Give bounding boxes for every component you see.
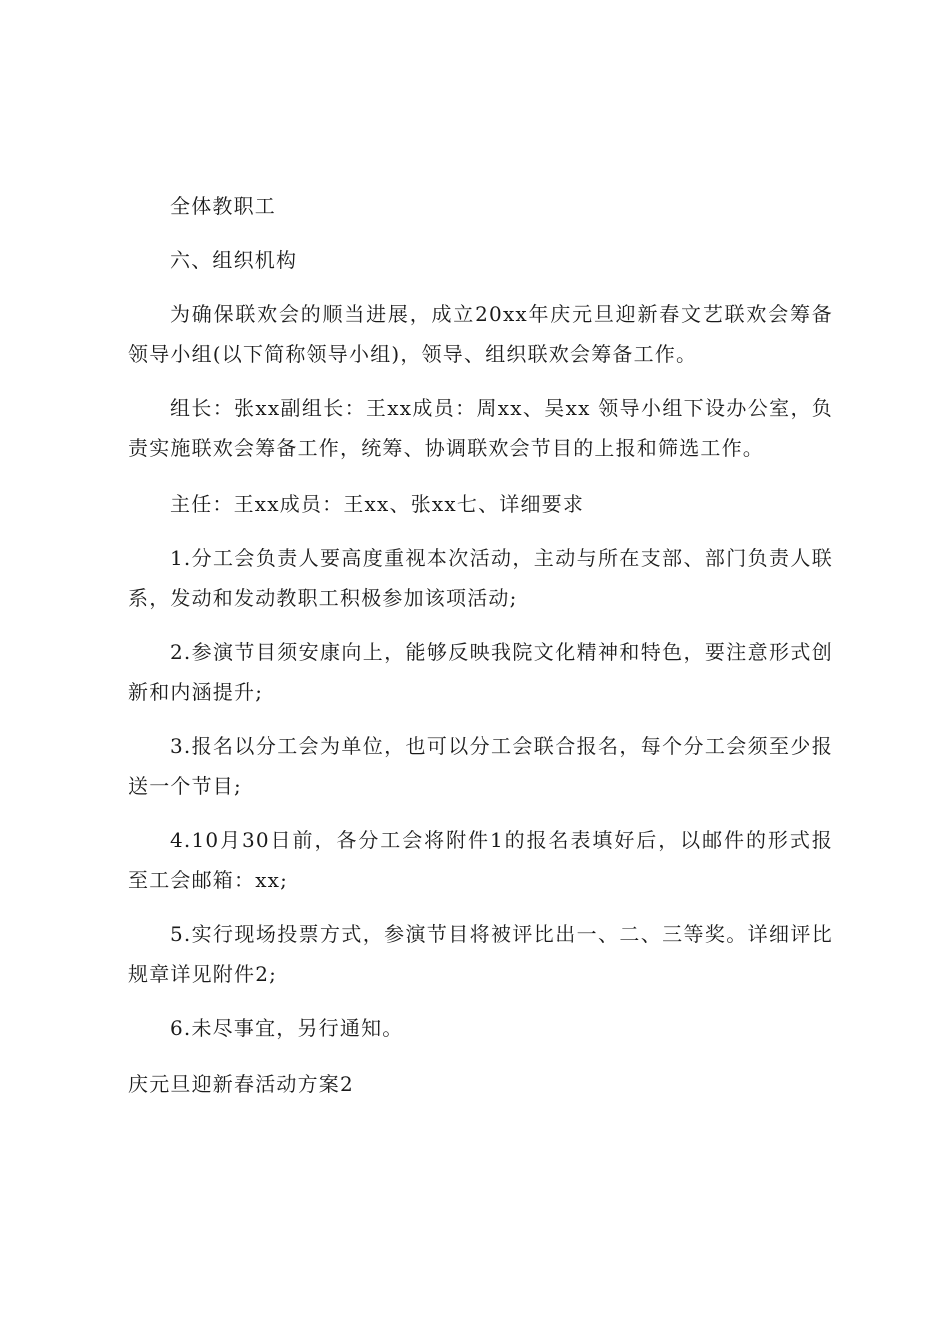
- document-body: [128, 186, 833, 1104]
- requirement-item-5: 5.实行现场投票方式，参演节目将被评比出一、二、三等奖。详细评比规章详见附件2;: [128, 922, 833, 986]
- next-section-title: 庆元旦迎新春活动方案2: [128, 1072, 354, 1096]
- paragraph-audience: 全体教职工: [170, 194, 276, 218]
- paragraph-office-members: 主任：王xx成员：王xx、张xx七、详细要求: [170, 492, 585, 516]
- paragraph-organization-intro: 为确保联欢会的顺当进展，成立20xx年庆元旦迎新春文艺联欢会筹备领导小组(以下简称领导小组)，领导、组织联欢会筹备工作。: [128, 302, 833, 366]
- requirement-item-2: 2.参演节目须安康向上，能够反映我院文化精神和特色，要注意形式创新和内涵提升;: [128, 640, 833, 704]
- requirement-item-4: 4.10月30日前，各分工会将附件1的报名表填好后，以邮件的形式报至工会邮箱：xx;: [128, 828, 833, 892]
- requirement-item-6: 6.未尽事宜，另行通知。: [170, 1016, 404, 1040]
- paragraph-leadership-group: 组长：张xx副组长：王xx成员：周xx、吴xx 领导小组下设办公室，负责实施联欢会筹备工作，统筹、协调联欢会节目的上报和筛选工作。: [128, 396, 833, 460]
- requirement-item-3: 3.报名以分工会为单位，也可以分工会联合报名，每个分工会须至少报送一个节目;: [128, 734, 833, 798]
- requirement-item-1: 1.分工会负责人要高度重视本次活动，主动与所在支部、部门负责人联系，发动和发动教职工积极参加该项活动;: [128, 546, 833, 610]
- section-heading-organization: 六、组织机构: [170, 248, 298, 272]
